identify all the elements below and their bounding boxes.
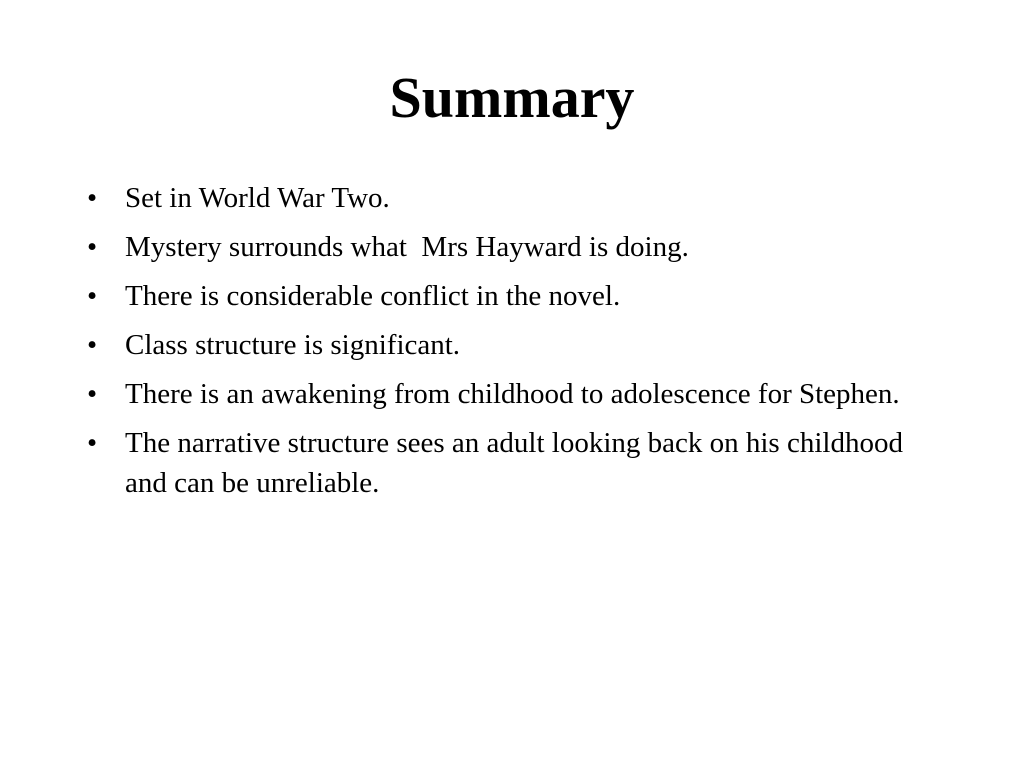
- bullet-text: Set in World War Two.: [125, 182, 390, 214]
- bullet-text: Class structure is significant.: [125, 329, 461, 361]
- bullet-icon: •: [87, 427, 98, 459]
- bullet-text: Mystery surrounds what Mrs Hayward is doing.: [125, 231, 689, 263]
- slide-title: Summary: [389, 65, 635, 130]
- bullet-list: [87, 178, 937, 512]
- bullet-text: There is considerable conflict in the novel.: [125, 280, 621, 312]
- bullet-text: There is an awakening from childhood to adolescence for Stephen.: [125, 378, 900, 410]
- bullet-icon: •: [87, 280, 98, 312]
- bullet-icon: •: [87, 231, 98, 263]
- bullet-icon: •: [87, 329, 98, 361]
- list-item: [87, 227, 937, 267]
- list-item: [87, 178, 937, 218]
- bullet-text: The narrative structure sees an adult looking back on his childhood and can be unreliable.: [125, 427, 911, 499]
- bullet-icon: •: [87, 182, 98, 214]
- list-item: [87, 423, 937, 503]
- bullet-icon: •: [87, 378, 98, 410]
- list-item: [87, 325, 937, 365]
- list-item: [87, 276, 937, 316]
- list-item: [87, 374, 937, 414]
